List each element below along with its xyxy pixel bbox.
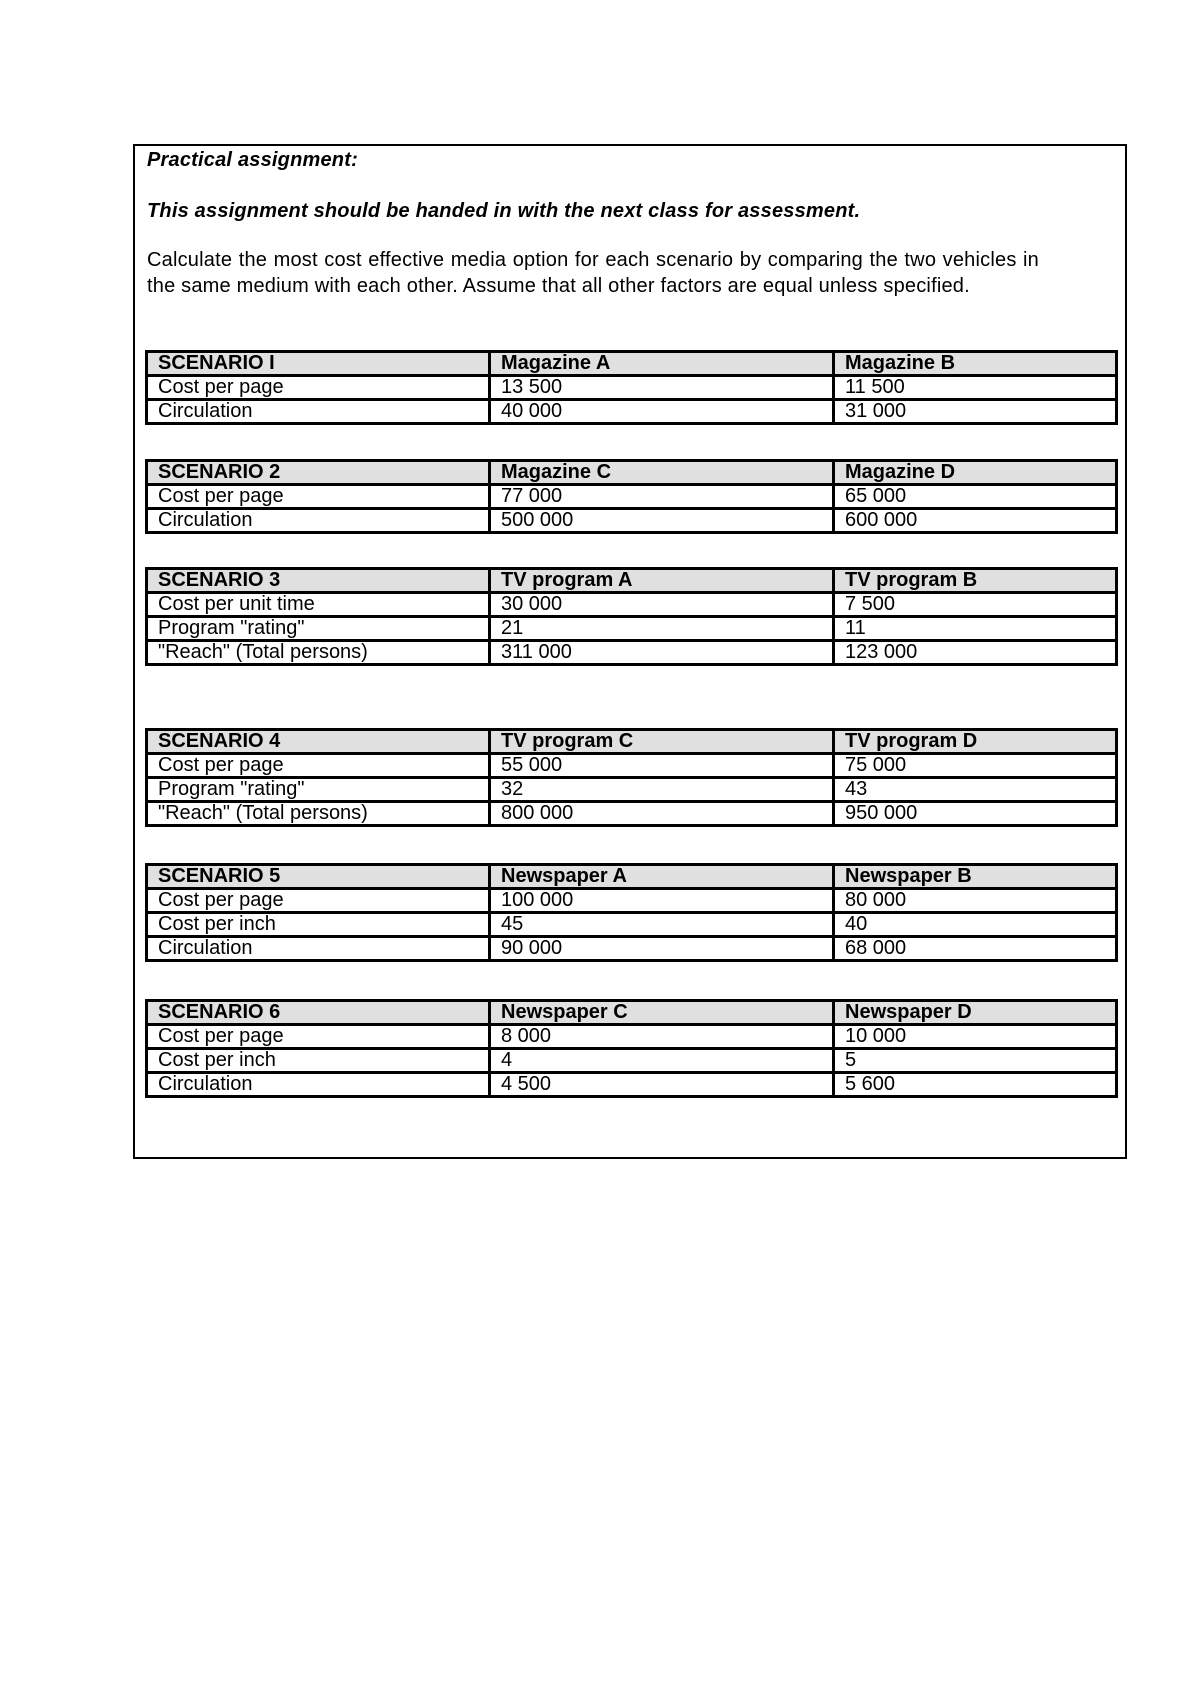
scenario-label: SCENARIO I	[147, 352, 490, 376]
row-label: Cost per page	[147, 1025, 490, 1049]
row-label: Cost per inch	[147, 913, 490, 937]
vehicle-a-header: TV program A	[490, 569, 834, 593]
vehicle-a-value: 21	[490, 617, 834, 641]
vehicle-b-value: 80 000	[834, 889, 1117, 913]
table-header-row	[147, 730, 1117, 754]
vehicle-b-value: 11 500	[834, 376, 1117, 400]
vehicle-a-value: 55 000	[490, 754, 834, 778]
table-row	[147, 1025, 1117, 1049]
table-row	[147, 1049, 1117, 1073]
scenario-1-table	[145, 350, 1118, 425]
scenario-5-table	[145, 863, 1118, 962]
vehicle-a-value: 13 500	[490, 376, 834, 400]
table-row	[147, 641, 1117, 665]
row-label: Circulation	[147, 400, 490, 424]
scenario-3-table	[145, 567, 1118, 666]
table-row	[147, 802, 1117, 826]
row-label: Program "rating"	[147, 617, 490, 641]
row-label: Circulation	[147, 509, 490, 533]
row-label: "Reach" (Total persons)	[147, 641, 490, 665]
scenario-label: SCENARIO 6	[147, 1001, 490, 1025]
table-row	[147, 1073, 1117, 1097]
table-row	[147, 400, 1117, 424]
vehicle-a-value: 45	[490, 913, 834, 937]
vehicle-b-value: 75 000	[834, 754, 1117, 778]
row-label: Cost per page	[147, 754, 490, 778]
vehicle-a-value: 30 000	[490, 593, 834, 617]
row-label: Cost per inch	[147, 1049, 490, 1073]
vehicle-b-value: 123 000	[834, 641, 1117, 665]
scenario-label: SCENARIO 2	[147, 461, 490, 485]
vehicle-b-value: 11	[834, 617, 1117, 641]
scenario-label: SCENARIO 5	[147, 865, 490, 889]
scenario-4-table	[145, 728, 1118, 827]
table-row	[147, 485, 1117, 509]
row-label: Cost per page	[147, 889, 490, 913]
vehicle-b-header: Magazine B	[834, 352, 1117, 376]
table-row	[147, 889, 1117, 913]
scenario-6-table	[145, 999, 1118, 1098]
vehicle-b-value: 5	[834, 1049, 1117, 1073]
vehicle-b-header: Magazine D	[834, 461, 1117, 485]
table-header-row	[147, 569, 1117, 593]
table-row	[147, 754, 1117, 778]
vehicle-b-value: 43	[834, 778, 1117, 802]
assignment-subheading: This assignment should be handed in with the next class for assessment.	[147, 200, 861, 222]
assignment-instructions: Calculate the most cost effective media option for each scenario by comparing the two vehicles in the same medium with each other. Assume that all other factors are equal unless specified.	[147, 249, 1039, 297]
vehicle-b-value: 31 000	[834, 400, 1117, 424]
table-header-row	[147, 1001, 1117, 1025]
table-row	[147, 509, 1117, 533]
vehicle-a-header: Magazine C	[490, 461, 834, 485]
vehicle-a-value: 311 000	[490, 641, 834, 665]
table-row	[147, 937, 1117, 961]
table-row	[147, 593, 1117, 617]
table-row	[147, 913, 1117, 937]
vehicle-b-value: 950 000	[834, 802, 1117, 826]
vehicle-a-value: 8 000	[490, 1025, 834, 1049]
table-header-row	[147, 865, 1117, 889]
row-label: Cost per page	[147, 485, 490, 509]
row-label: Circulation	[147, 937, 490, 961]
vehicle-b-header: Newspaper D	[834, 1001, 1117, 1025]
scenario-2-table	[145, 459, 1118, 534]
vehicle-a-value: 500 000	[490, 509, 834, 533]
vehicle-b-value: 7 500	[834, 593, 1117, 617]
vehicle-b-value: 65 000	[834, 485, 1117, 509]
vehicle-a-value: 32	[490, 778, 834, 802]
row-label: Cost per unit time	[147, 593, 490, 617]
vehicle-b-header: TV program B	[834, 569, 1117, 593]
vehicle-a-header: TV program C	[490, 730, 834, 754]
assignment-heading: Practical assignment:	[147, 149, 358, 171]
vehicle-b-header: TV program D	[834, 730, 1117, 754]
row-label: Program "rating"	[147, 778, 490, 802]
vehicle-a-value: 100 000	[490, 889, 834, 913]
scenario-label: SCENARIO 4	[147, 730, 490, 754]
vehicle-b-value: 5 600	[834, 1073, 1117, 1097]
row-label: Circulation	[147, 1073, 490, 1097]
table-header-row	[147, 461, 1117, 485]
vehicle-a-value: 4	[490, 1049, 834, 1073]
vehicle-a-value: 77 000	[490, 485, 834, 509]
vehicle-b-value: 68 000	[834, 937, 1117, 961]
vehicle-b-header: Newspaper B	[834, 865, 1117, 889]
scenario-label: SCENARIO 3	[147, 569, 490, 593]
row-label: Cost per page	[147, 376, 490, 400]
table-row	[147, 617, 1117, 641]
table-header-row	[147, 352, 1117, 376]
vehicle-a-header: Newspaper A	[490, 865, 834, 889]
vehicle-a-value: 800 000	[490, 802, 834, 826]
vehicle-b-value: 10 000	[834, 1025, 1117, 1049]
vehicle-a-value: 4 500	[490, 1073, 834, 1097]
vehicle-b-value: 40	[834, 913, 1117, 937]
vehicle-a-header: Magazine A	[490, 352, 834, 376]
table-row	[147, 376, 1117, 400]
vehicle-b-value: 600 000	[834, 509, 1117, 533]
vehicle-a-header: Newspaper C	[490, 1001, 834, 1025]
vehicle-a-value: 90 000	[490, 937, 834, 961]
row-label: "Reach" (Total persons)	[147, 802, 490, 826]
vehicle-a-value: 40 000	[490, 400, 834, 424]
table-row	[147, 778, 1117, 802]
